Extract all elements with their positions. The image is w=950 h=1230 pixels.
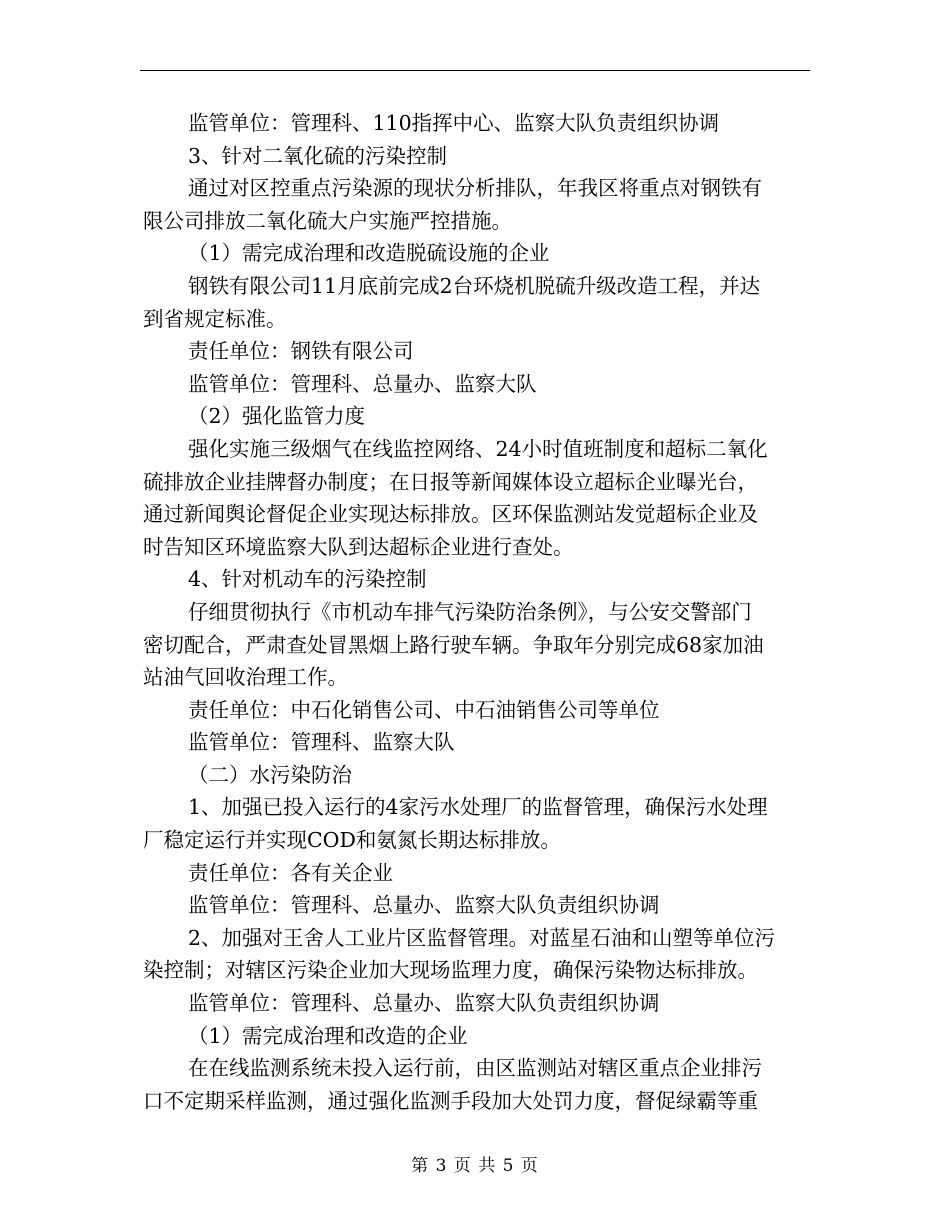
text-line: 责任单位：各有关企业 xyxy=(188,860,393,885)
text-line: 密切配合，严肃查处冒黑烟上路行驶车辆。争取年分别完成68家加油 xyxy=(143,632,764,657)
text-line: （2）强化监管力度 xyxy=(188,404,366,429)
text-line: 监管单位：管理科、总量办、监察大队 xyxy=(188,371,537,396)
text-line: 厂稳定运行并实现COD和氨氮长期达标排放。 xyxy=(143,828,561,853)
text-line: 监管单位：管理科、总量办、监察大队负责组织协调 xyxy=(188,991,660,1016)
text-line: （1）需完成治理和改造脱硫设施的企业 xyxy=(188,241,550,266)
text-line: 染控制；对辖区污染企业加大现场监理力度，确保污染物达标排放。 xyxy=(143,958,758,983)
text-line: （二）水污染防治 xyxy=(188,762,352,787)
text-line: 4、针对机动车的污染控制 xyxy=(188,567,427,592)
text-line: 口不定期采样监测，通过强化监测手段加大处罚力度，督促绿霸等重 xyxy=(143,1088,758,1113)
text-line: （1）需完成治理和改造的企业 xyxy=(188,1023,468,1048)
text-line: 1、加强已投入运行的4家污水处理厂的监督管理，确保污水处理 xyxy=(188,795,768,820)
text-line: 通过新闻舆论督促企业实现达标排放。区环保监测站发觉超标企业及 xyxy=(143,502,758,527)
text-line: 责任单位：中石化销售公司、中石油销售公司等单位 xyxy=(188,697,660,722)
text-line: 时告知区环境监察大队到达超标企业进行查处。 xyxy=(143,534,574,559)
text-line: 监管单位：管理科、110指挥中心、监察大队负责组织协调 xyxy=(188,111,720,135)
page-footer: 第 3 页 共 5 页 xyxy=(411,1156,539,1176)
text-line: 3、针对二氧化硫的污染控制 xyxy=(188,143,448,168)
text-line: 在在线监测系统未投入运行前，由区监测站对辖区重点企业排污 xyxy=(188,1056,762,1081)
text-line: 2、加强对王舍人工业片区监督管理。对蓝星石油和山塑等单位污 xyxy=(188,925,776,950)
text-line: 到省规定标准。 xyxy=(143,306,287,331)
text-line: 责任单位：钢铁有限公司 xyxy=(188,339,414,364)
document-body xyxy=(143,107,810,1117)
text-line: 硫排放企业挂牌督办制度；在日报等新闻媒体设立超标企业曝光台， xyxy=(143,469,758,494)
text-line: 仔细贯彻执行《市机动车排气污染防治条例》，与公安交警部门 xyxy=(188,599,752,624)
text-line: 钢铁有限公司11月底前完成2台环烧机脱硫升级改造工程，并达 xyxy=(188,273,761,298)
text-line: 站油气回收治理工作。 xyxy=(143,665,348,690)
text-line: 通过对区控重点污染源的现状分析排队，年我区将重点对钢铁有 xyxy=(188,176,762,201)
text-line: 强化实施三级烟气在线监控网络、24小时值班制度和超标二氧化 xyxy=(188,436,768,461)
text-line: 监管单位：管理科、监察大队 xyxy=(188,730,455,755)
text-line: 限公司排放二氧化硫大户实施严控措施。 xyxy=(143,208,512,233)
header-rule xyxy=(140,70,810,71)
text-line: 监管单位：管理科、总量办、监察大队负责组织协调 xyxy=(188,893,660,918)
